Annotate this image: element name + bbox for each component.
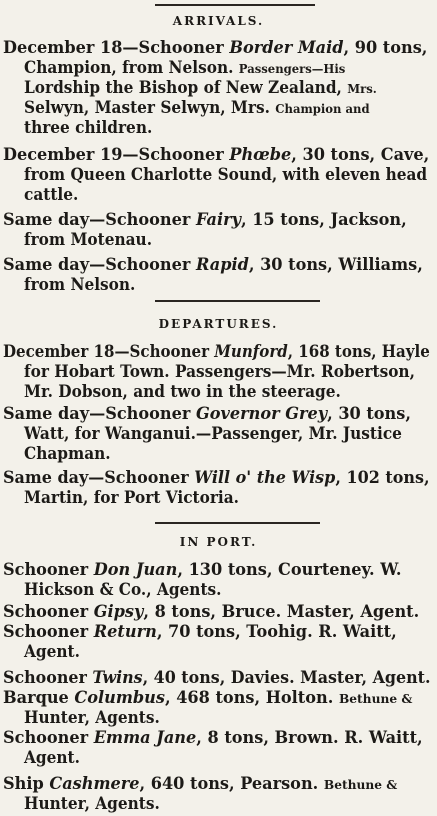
vessel-name: Will o' the Wisp: [194, 468, 336, 487]
section-heading-arrivals: ARRIVALS.: [172, 14, 265, 28]
entry-first-line: [3, 342, 430, 361]
entry-text: Same day—Schooner: [3, 255, 196, 274]
section-divider: [155, 300, 320, 302]
entry-first-line: [3, 774, 430, 794]
entry-text: , 468 tons, Holton.: [164, 688, 339, 707]
entry-first-line: [3, 668, 431, 687]
entry-first-line: [3, 145, 430, 164]
entry-text-small: Champion and: [275, 101, 370, 116]
entry-text: for Hobart Town. Passengers—Mr. Robertson,: [24, 362, 415, 381]
entry-first-line: [3, 255, 430, 274]
entry-continuation-line: [24, 362, 430, 381]
entry-text: , 8 tons, Bruce. Master, Agent.: [143, 602, 420, 621]
entry-text: Same day—Schooner: [3, 468, 195, 487]
entry-text: , 40 tons, Davies. Master, Agent.: [142, 668, 431, 687]
entry-first-line: [3, 404, 430, 423]
entry-first-line: [3, 210, 430, 229]
entry-text: Chapman.: [24, 444, 111, 463]
section-heading-departures: DEPARTURES.: [158, 317, 279, 331]
entry-text: , 15 tons, Jackson,: [240, 210, 407, 229]
entry-text: three children.: [24, 118, 153, 137]
entry-text: Same day—Schooner: [3, 210, 196, 229]
entry-text: Hunter, Agents.: [24, 708, 160, 727]
entry-text: Schooner: [3, 602, 94, 621]
entry-text: Lordship the Bishop of New Zealand,: [24, 78, 348, 97]
entry-text: , 30 tons,: [327, 404, 411, 423]
entry-text: Agent.: [24, 748, 80, 767]
entry-first-line: [3, 38, 430, 57]
entry-continuation-line: [24, 382, 430, 401]
entry-text: December 18—Schooner: [3, 38, 230, 57]
entry-continuation-line: [24, 275, 430, 294]
vessel-name: Gipsy: [93, 602, 144, 621]
entry-text: Martin, for Port Victoria.: [24, 488, 240, 507]
entry-text: Champion, from Nelson.: [24, 58, 239, 77]
entry-continuation-line: [24, 488, 430, 507]
entry-first-line: [3, 688, 430, 708]
entry-first-line: [3, 728, 430, 747]
entry-text-small: Bethune &: [338, 691, 413, 706]
entry-first-line: [3, 622, 430, 641]
entry-continuation-line: [24, 165, 430, 184]
entry-text: Agent.: [24, 642, 80, 661]
vessel-name: Cashmere: [49, 774, 140, 793]
entry-text-small: Passengers—His: [238, 61, 346, 76]
entry-text: Watt, for Wanganui.—Passenger, Mr. Justice: [24, 424, 402, 443]
entry-continuation-line: [24, 185, 430, 204]
vessel-name: Munford: [214, 342, 288, 361]
entry-text: Ship: [3, 774, 50, 793]
entry-text: Selwyn, Master Selwyn, Mrs.: [24, 98, 276, 117]
entry-continuation-line: [24, 444, 430, 463]
entry-first-line: [3, 560, 430, 579]
entry-continuation-line: [24, 424, 430, 443]
entry-continuation-line: [24, 78, 430, 98]
entry-text: from Queen Charlotte Sound, with eleven head: [24, 165, 428, 184]
entry-text: , 168 tons, Hayle: [287, 342, 430, 361]
entry-text: Schooner: [3, 560, 94, 579]
entry-text: , 102 tons,: [335, 468, 430, 487]
entry-text: Barque: [3, 688, 75, 707]
entry-continuation-line: [24, 98, 430, 118]
entry-text: Schooner: [3, 668, 93, 687]
vessel-name: Don Juan: [93, 560, 178, 579]
entry-continuation-line: [24, 580, 430, 599]
vessel-name: Return: [93, 622, 157, 641]
entry-continuation-line: [24, 794, 430, 813]
vessel-name: Border Maid: [229, 38, 344, 57]
vessel-name: Governor Grey: [195, 404, 328, 423]
entry-continuation-line: [24, 748, 430, 767]
entry-text: December 18—Schooner: [3, 342, 215, 361]
entry-text: , 8 tons, Brown. R. Waitt,: [196, 728, 423, 747]
entry-first-line: [3, 468, 430, 487]
entry-text: Mr. Dobson, and two in the steerage.: [24, 382, 341, 401]
entry-text: , 130 tons, Courteney. W.: [177, 560, 402, 579]
entry-text-small: Mrs.: [347, 81, 377, 96]
vessel-name: Emma Jane: [93, 728, 197, 747]
entry-text: December 19—Schooner: [3, 145, 230, 164]
entry-continuation-line: [24, 230, 430, 249]
entry-text: , 30 tons, Cave,: [291, 145, 430, 164]
entry-text: Hickson & Co., Agents.: [24, 580, 222, 599]
entry-text: cattle.: [24, 185, 79, 204]
entry-text: , 90 tons,: [343, 38, 428, 57]
vessel-name: Fairy: [195, 210, 241, 229]
vessel-name: Rapid: [195, 255, 249, 274]
vessel-name: Phœbe: [229, 145, 292, 164]
entry-text: Schooner: [3, 728, 94, 747]
entry-text: , 640 tons, Pearson.: [139, 774, 324, 793]
top-rule: [155, 4, 315, 6]
entry-continuation-line: [24, 58, 430, 78]
section-heading-in-port: IN PORT.: [179, 535, 258, 549]
entry-text: from Nelson.: [24, 275, 136, 294]
vessel-name: Columbus: [74, 688, 165, 707]
entry-continuation-line: [24, 708, 430, 727]
entry-text: Hunter, Agents.: [24, 794, 160, 813]
section-divider: [155, 522, 320, 524]
vessel-name: Twins: [92, 668, 143, 687]
entry-text: Schooner: [3, 622, 94, 641]
entry-text: from Motenau.: [24, 230, 153, 249]
entry-continuation-line: [24, 118, 430, 137]
entry-text-small: Bethune &: [323, 777, 398, 792]
entry-text: , 70 tons, Toohig. R. Waitt,: [156, 622, 397, 641]
entry-continuation-line: [24, 642, 430, 661]
entry-text: , 30 tons, Williams,: [248, 255, 423, 274]
entry-first-line: [3, 602, 430, 621]
entry-text: Same day—Schooner: [3, 404, 196, 423]
